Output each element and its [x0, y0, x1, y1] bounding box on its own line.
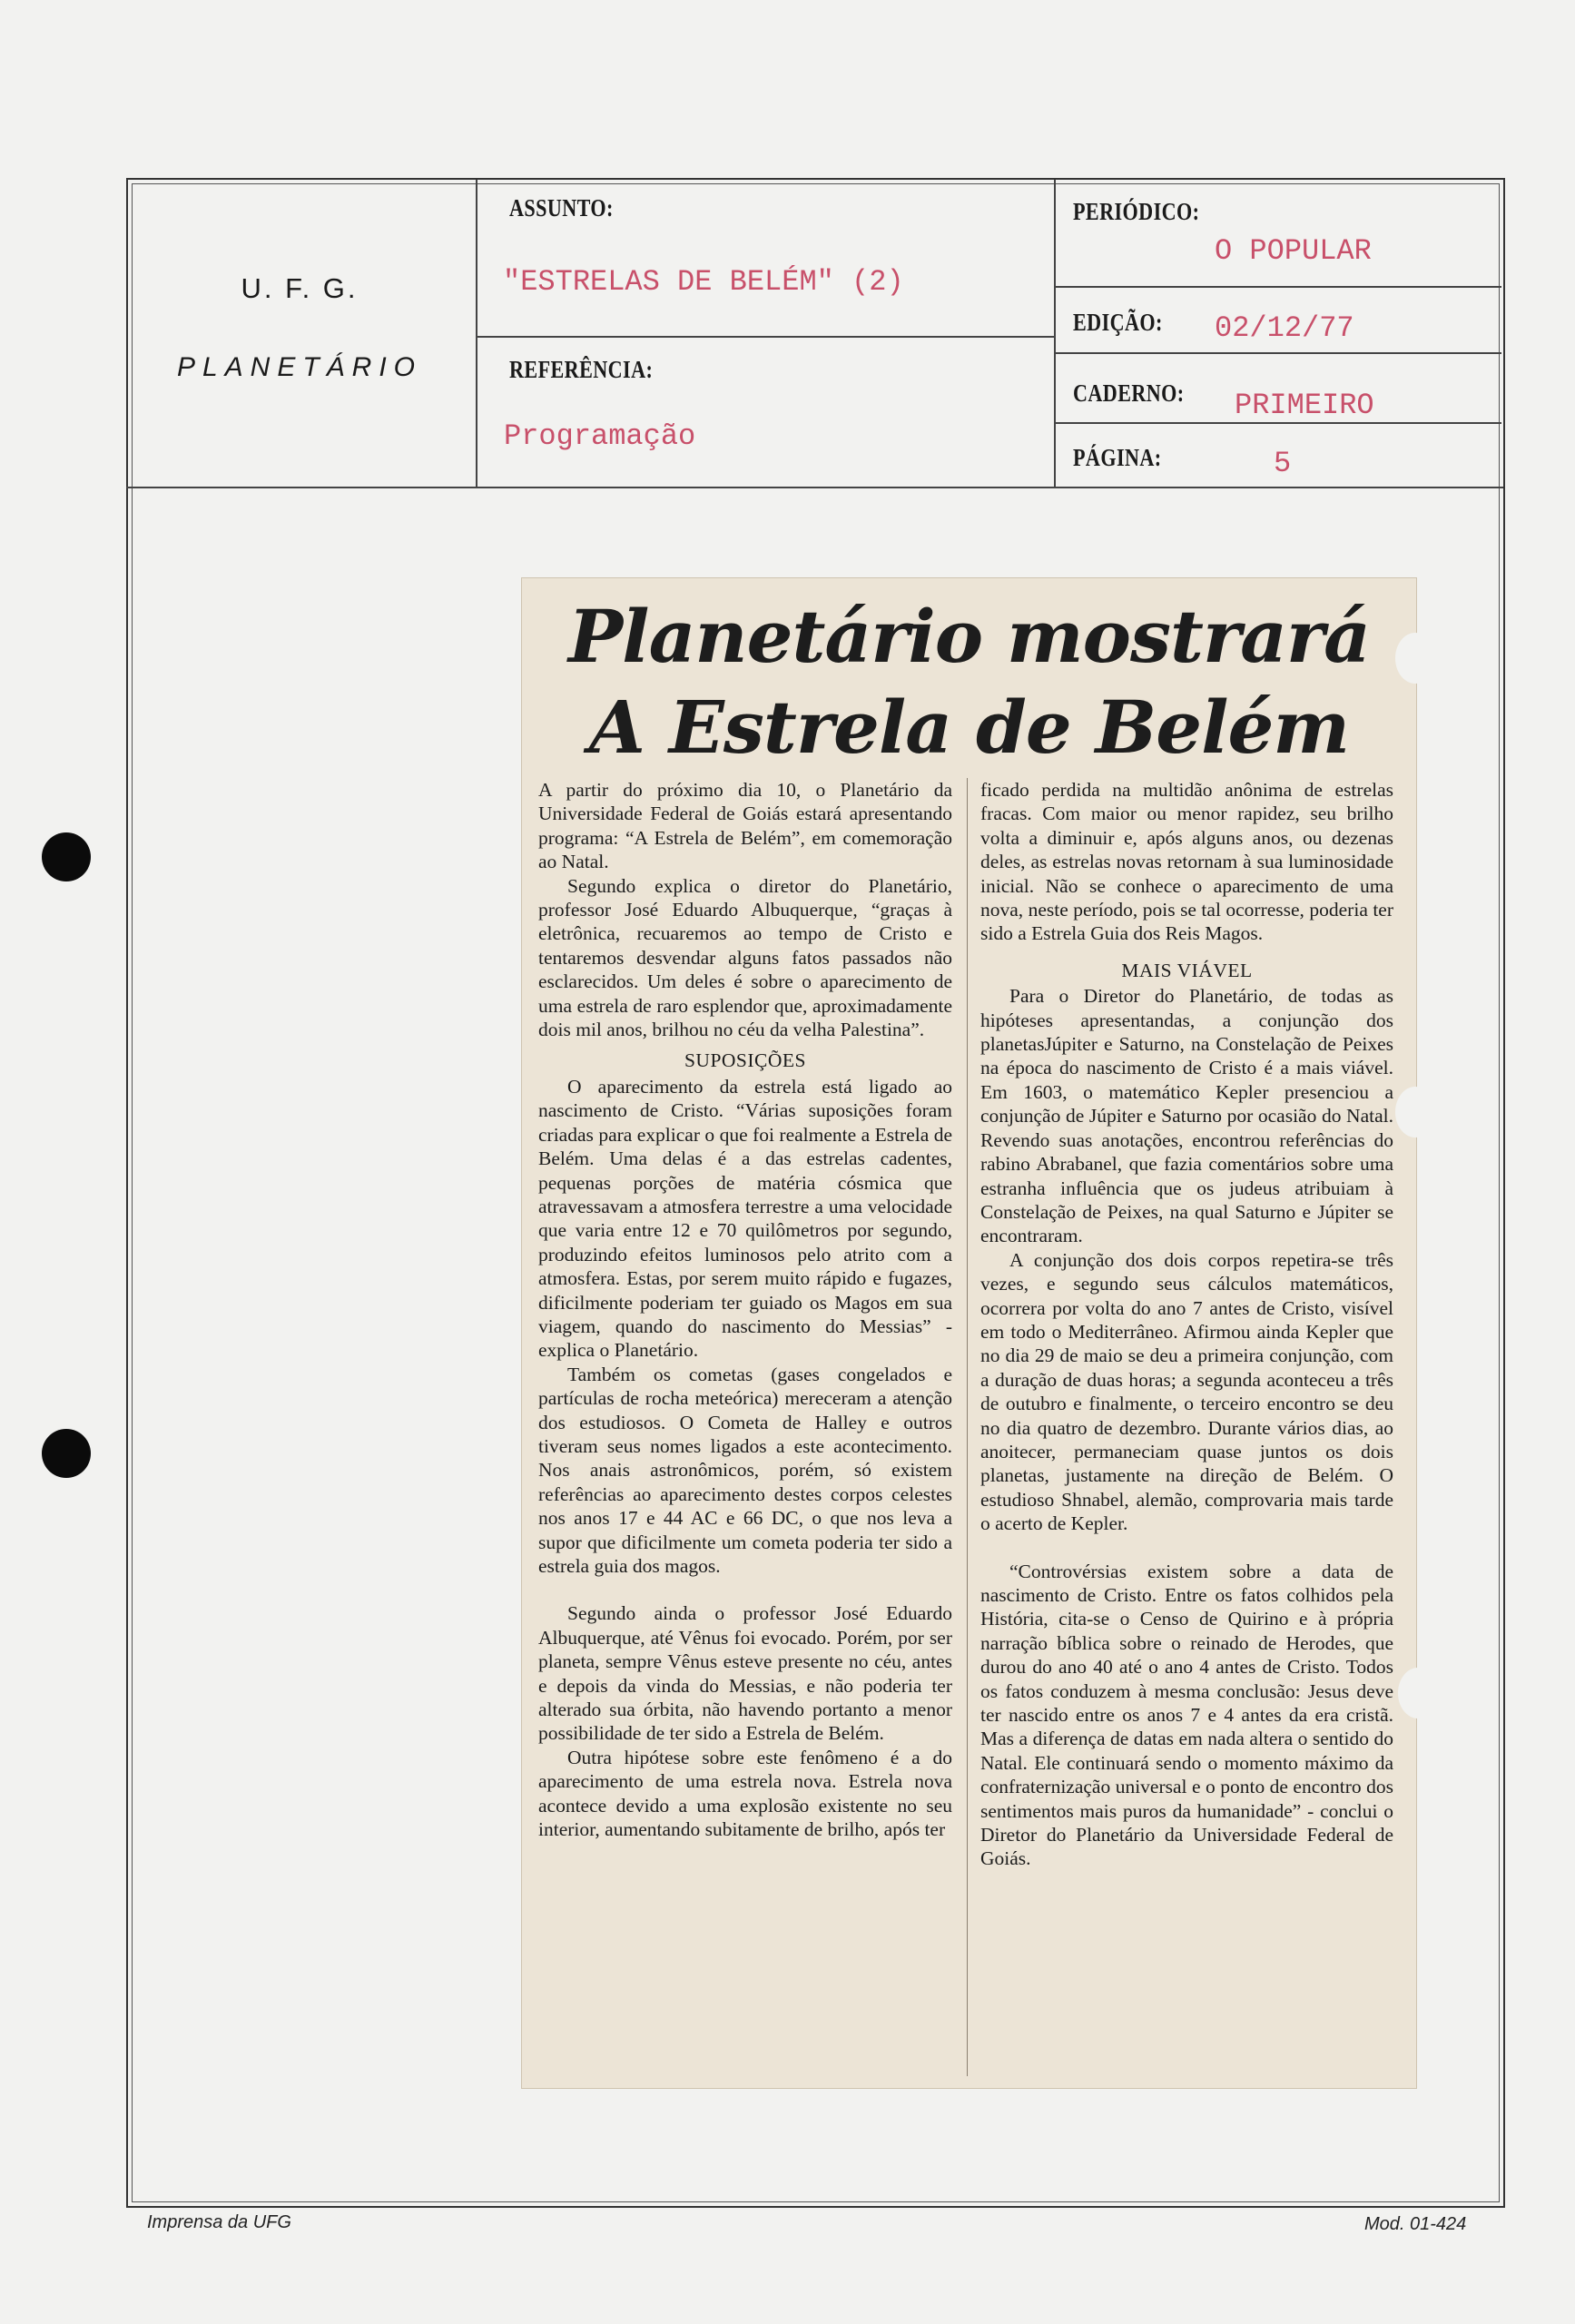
- assunto-label: ASSUNTO:: [509, 194, 614, 222]
- binder-hole-top: [42, 832, 91, 881]
- department-name: PLANETÁRIO: [176, 352, 423, 382]
- binder-hole-bottom: [42, 1429, 91, 1478]
- clipping-tear-bottom: [1398, 1668, 1438, 1718]
- pagina-value: 5: [1274, 447, 1292, 480]
- header-mid-line: [477, 336, 1054, 338]
- edicao-label: EDIÇÃO:: [1073, 309, 1163, 336]
- column-divider: [967, 778, 968, 2076]
- header-bottom-line: [126, 487, 1503, 488]
- referencia-value: Programação: [504, 419, 696, 453]
- header-divider-1: [476, 180, 477, 488]
- header-divider-2: [1054, 180, 1056, 488]
- clipping-tear-middle: [1395, 1087, 1435, 1137]
- caderno-value: PRIMEIRO: [1235, 389, 1374, 422]
- edicao-line: [1056, 352, 1501, 354]
- article-right-column: [980, 778, 1393, 1871]
- newspaper-clipping: [522, 578, 1416, 2088]
- periodico-line: [1056, 286, 1501, 288]
- paragraph: ficado perdida na multidão anônima de estrelas fracas. Com maior ou menor rapidez, seu brilho volta a diminuir e, após alguns anos, ou dezenas deles, as estrelas novas retornam à sua luminosidade inicial. Não se conhece o aparecimento de uma nova, neste período, pois se tal ocorresse, poderia ter sido a Estrela Guia dos Reis Magos.: [980, 779, 1393, 945]
- paragraph: A conjunção dos dois corpos repetira-se três vezes, e segundo seus cálculos matemáticos, ocorrera por volta do ano 7 antes de Cristo, visível em todo o Mediterrâneo. Afirmou ainda Kepler que no dia 29 de maio se deu a primeira conjunção, com a duração de duas horas; a segunda aconteceu a três de outubro e finalmente, o terceiro encontro se deu no dia quatro de dezembro. Durante vários dias, ao anoitecer, permaneciam quase juntos os dois planetas, justamente na direção de Belém. O estudioso Shnabel, alemão, comprovaria mais tarde o acerto de Kepler.: [980, 1248, 1393, 1535]
- paragraph: Segundo ainda o professor José Eduardo Albuquerque, até Vênus foi evocado. Porém, por ser planeta, sempre Vênus esteve presente no céu, antes e depois da vinda do Messias, e não poderia ter alterado sua órbita, não havendo portanto a menor possibilidade de ter sido a Estrela de Belém.: [538, 1602, 952, 1745]
- headline-line-1: Planetário mostrará: [568, 594, 1370, 679]
- periodico-value: O POPULAR: [1215, 234, 1372, 268]
- paragraph: O aparecimento da estrela está ligado ao nascimento de Cristo. “Várias suposições foram criadas para explicar o que foi realmente a Estrela de Belém. Uma delas é a das estrelas cadentes, pequenas porções de matéria cósmica que atravessavam a atmosfera terrestre a uma velocidade que varia entre 12 e 70 quilômetros por segundo, produzindo efeitos luminosos pelo atrito com a atmosfera. Estas, por serem muito rápido e fugazes, dificilmente poderiam ter guiado os Magos em sua viagem, quando do nascimento do Messias” - explica o Planetário.: [538, 1075, 952, 1362]
- paragraph: “Controvérsias existem sobre a data de nascimento de Cristo. Entre os fatos colhidos pela História, cita-se o Censo de Quirino e à própria narração bíblica sobre o reinado de Herodes, que durou do ano 40 até o ano 4 antes de Cristo. Todos os fatos conduzem à mesma conclusão: Jesus deve ter nascido entre os anos 7 e 4 antes da era cristã. Mas a diferença de datas em nada altera o sentido do Natal. Ele continuará sendo o momento máximo da confraternização universal e o ponto de encontro dos sentimentos mais puros da humanidade” - conclui o Diretor do Planetário da Universidade Federal de Goiás.: [980, 1560, 1393, 1870]
- article-headline: [522, 591, 1416, 773]
- subheading-suposicoes: SUPOSIÇÕES: [684, 1049, 807, 1072]
- paragraph: Também os cometas (gases congelados e partículas de rocha meteórica) mereceram a atenção dos estudiosos. O Cometa de Halley e outros tiveram seus nomes ligados a este acontecimento. Nos anais astronômicos, porém, só existem referências ao aparecimento destes corpos celestes nos anos 17 e 44 AC e 66 DC, o que nos leva a supor que dificilmente um cometa poderia ter sido a estrela guia dos magos.: [538, 1363, 952, 1577]
- periodico-label: PERIÓDICO:: [1073, 198, 1200, 225]
- headline-line-2: A Estrela de Belém: [588, 684, 1350, 770]
- referencia-label: REFERÊNCIA:: [509, 356, 654, 383]
- footer-form-code: Mod. 01-424: [1364, 2214, 1467, 2234]
- caderno-label: CADERNO:: [1073, 379, 1185, 407]
- footer-printer: Imprensa da UFG: [147, 2212, 291, 2232]
- assunto-value: "ESTRELAS DE BELÉM" (2): [503, 265, 904, 299]
- article-left-column: [538, 778, 952, 1841]
- edicao-value: 02/12/77: [1215, 311, 1354, 345]
- institution-name: U. F. G.: [241, 272, 359, 304]
- paragraph: Segundo explica o diretor do Planetário, professor José Eduardo Albuquerque, “graças à eletrônica, recuaremos ao tempo de Cristo e tentaremos desvendar alguns fatos passados não esclarecidos. Um deles é sobre o aparecimento de uma estrela de raro esplendor que, aproximadamente dois mil anos, brilhou no céu da velha Palestina”.: [538, 874, 952, 1041]
- subheading-mais-viavel: MAIS VIÁVEL: [1121, 959, 1253, 981]
- pagina-label: PÁGINA:: [1073, 444, 1162, 471]
- paragraph: A partir do próximo dia 10, o Planetário da Universidade Federal de Goiás estará apresentando programa: “A Estrela de Belém”, em comemoração ao Natal.: [538, 779, 952, 873]
- paragraph: Para o Diretor do Planetário, de todas as hipóteses apresentandas, a conjunção dos planetasJúpiter e Saturno, na Constelação de Peixes na época do nascimento de Cristo é a mais viável. Em 1603, o matemático Kepler presenciou a conjunção de Júpiter e Saturno por ocasião do Natal. Revendo suas anotações, encontrou referências do rabino Abrabanel, que fazia comentários sobre uma estranha influência que os judeus atribuiam à Constelação de Peixes, na qual Saturno e Júpiter se encontraram.: [980, 985, 1393, 1247]
- caderno-line: [1056, 422, 1501, 424]
- paragraph: Outra hipótese sobre este fenômeno é a do aparecimento de uma estrela nova. Estrela nova acontece devido a uma explosão existente no seu interior, aumentando subitamente de brilho, após ter: [538, 1746, 952, 1841]
